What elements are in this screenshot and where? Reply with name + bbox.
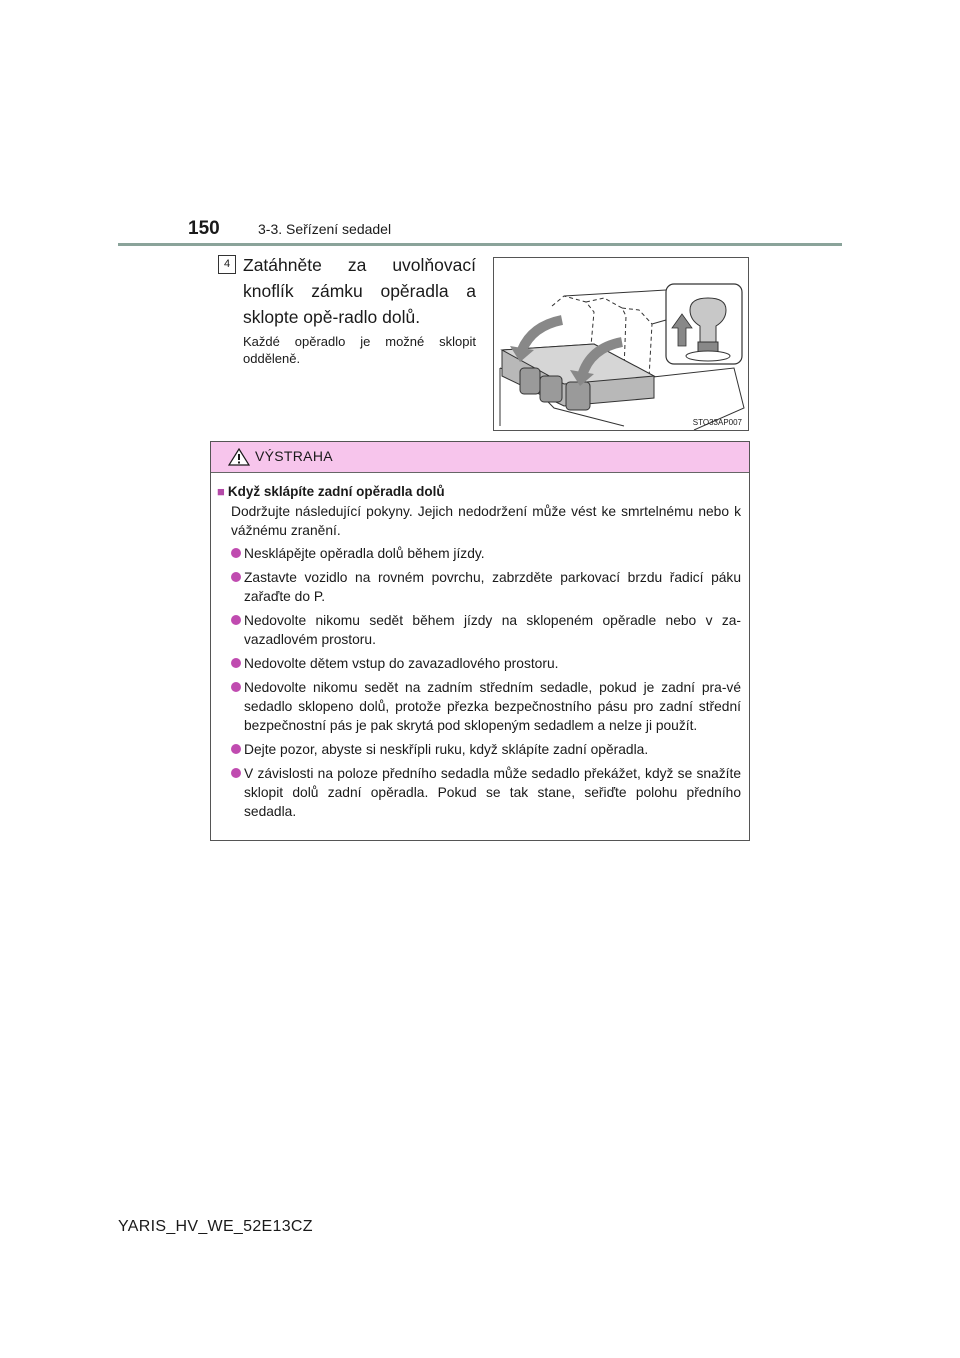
bullet-dot-icon bbox=[231, 682, 241, 692]
step-number-badge: 4 bbox=[218, 255, 236, 274]
seat-diagram-icon bbox=[494, 258, 749, 431]
step-instruction: Zatáhněte za uvolňovací knoflík zámku opěradla a sklopte opě-radlo dolů. bbox=[243, 255, 476, 327]
bullet-dot-icon bbox=[231, 572, 241, 582]
model-code: YARIS_HV_WE_52E13CZ bbox=[118, 1218, 313, 1235]
bullet-dot-icon bbox=[231, 658, 241, 668]
seat-fold-illustration bbox=[493, 257, 749, 431]
list-item: Dejte pozor, abyste si neskřípli ruku, když sklápíte zadní opěradla. bbox=[231, 740, 741, 759]
warning-intro: Dodržujte následující pokyny. Jejich nedodržení může vést ke smrtelnému nebo k vážnému zranění. bbox=[231, 504, 741, 538]
bullet-dot-icon bbox=[231, 548, 241, 558]
warning-triangle-icon bbox=[228, 448, 250, 466]
warning-bullet-list bbox=[231, 544, 741, 826]
warning-subheading: ■ Když sklápíte zadní opěradla dolů bbox=[217, 484, 445, 499]
bullet-dot-icon bbox=[231, 615, 241, 625]
illustration-code: STO33AP007 bbox=[692, 418, 742, 427]
warning-header bbox=[211, 442, 749, 473]
list-item: Zastavte vozidlo na rovném povrchu, zabrzděte parkovací brzdu řadicí páku zařaďte do P. bbox=[231, 568, 741, 606]
section-title: 3-3. Seřízení sedadel bbox=[258, 221, 392, 237]
header-rule bbox=[118, 243, 842, 246]
list-item: V závislosti na poloze předního sedadla může sedadlo překážet, když se snažíte sklopit dolů zadní opěradla. Pokud se tak stane, seřiďte polohu předního sedadla. bbox=[231, 764, 741, 821]
warning-title: VÝSTRAHA bbox=[255, 448, 333, 464]
bullet-dot-icon bbox=[231, 744, 241, 754]
list-item: Nedovolte dětem vstup do zavazadlového prostoru. bbox=[231, 654, 741, 673]
list-item: Nedovolte nikomu sedět na zadním středním sedadle, pokud je zadní pra-vé sedadlo sklopeno dolů, protože přezka bezpečnostního pásu pro zadní střední bezpečnostní pás je pak skrytá pod sklopeným sedadlem a nelze ji použít. bbox=[231, 678, 741, 735]
warning-box bbox=[210, 441, 750, 841]
step-note: Každé opěradlo je možné sklopit odděleně. bbox=[243, 334, 476, 366]
page-number: 150 bbox=[188, 218, 220, 239]
list-item: Nedovolte nikomu sedět během jízdy na sklopeném opěradle nebo v za-vazadlovém prostoru. bbox=[231, 611, 741, 649]
square-bullet-icon: ■ bbox=[217, 484, 225, 499]
bullet-dot-icon bbox=[231, 768, 241, 778]
list-item: Nesklápějte opěradla dolů během jízdy. bbox=[231, 544, 741, 563]
